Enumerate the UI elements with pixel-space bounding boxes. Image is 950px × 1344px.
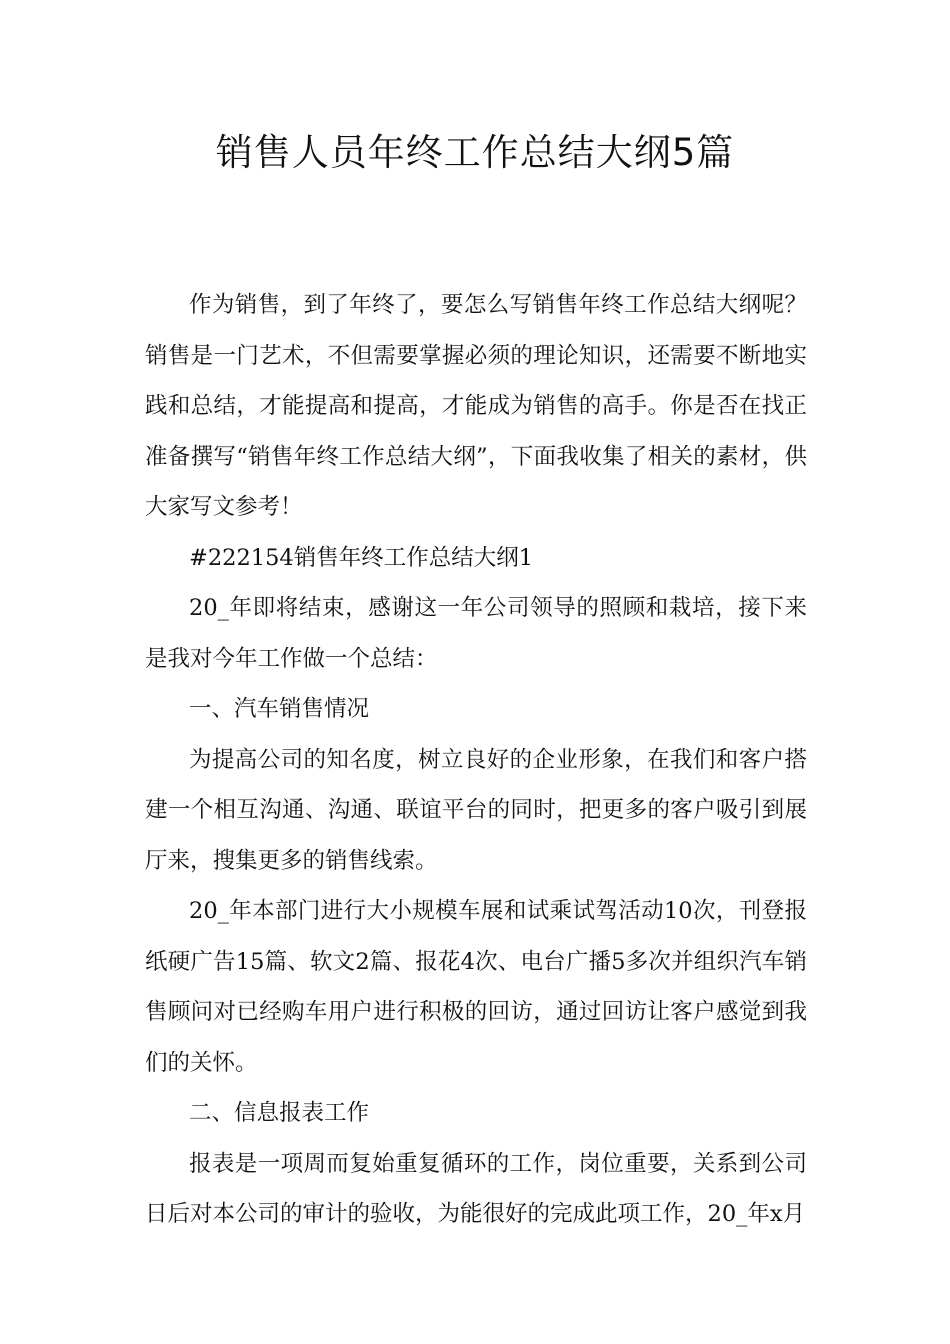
paragraph-year-end: 20_年即将结束，感谢这一年公司领导的照顾和栽培，接下来是我对今年工作做一个总结： — [145, 595, 807, 672]
paragraph-events: 20_年本部门进行大小规模车展和试乘试驾活动10次，刊登报纸硬广告15篇、软文2篇、报花4次、电台广播5多次并组织汽车销售顾问对已经购车用户进行积极的回访，通过回访让客户感觉到我们的关怀。 — [145, 898, 807, 1076]
section-heading-outline-1: #222154销售年终工作总结大纲1 — [189, 544, 534, 571]
heading-car-sales: 一、汽车销售情况 — [189, 696, 370, 722]
heading-reports: 二、信息报表工作 — [189, 1100, 370, 1126]
document-title: 销售人员年终工作总结大纲5篇 — [215, 131, 735, 174]
paragraph-company-image: 为提高公司的知名度，树立良好的企业形象，在我们和客户搭建一个相互沟通、沟通、联谊平台的同时，把更多的客户吸引到展厅来，搜集更多的销售线索。 — [145, 746, 807, 874]
document-body — [145, 280, 807, 1240]
intro-paragraph: 作为销售，到了年终了，要怎么写销售年终工作总结大纲呢？销售是一门艺术，不但需要掌握必须的理论知识，还需要不断地实践和总结，才能提高和提高，才能成为销售的高手。你是否在找正准备撰写“销售年终工作总结大纲”，下面我收集了相关的素材，供大家写文参考！ — [145, 292, 807, 520]
paragraph-reports: 报表是一项周而复始重复循环的工作，岗位重要，关系到公司日后对本公司的审计的验收，为能很好的完成此项工作，20_年x月 — [145, 1150, 807, 1227]
